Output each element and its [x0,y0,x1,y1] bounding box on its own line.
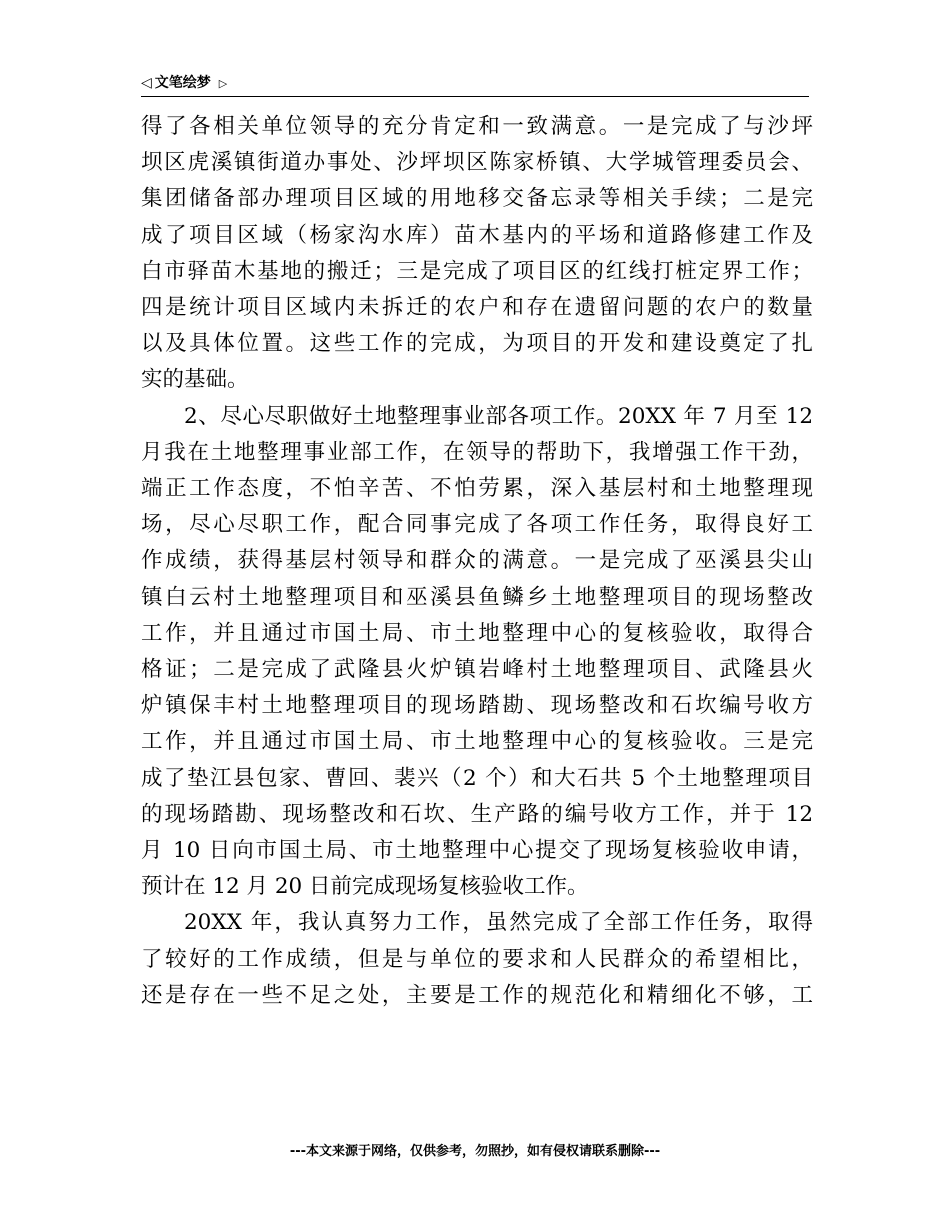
text-line: 工作，并且通过市国土局、市土地整理中心的复核验收，取得合 [141,620,813,646]
text-line: 成了垫江县包家、曹回、裴兴（2 个）和大石共 5 个土地整理项目 [141,765,813,791]
paragraph-3 [141,905,813,1014]
text-line: 四是统计项目区域内未拆迁的农户和存在遗留问题的农户的数量 [141,295,813,321]
triangle-right-icon: ▷ [218,77,228,90]
text-line: 得了各相关单位领导的充分肯定和一致满意。一是完成了与沙坪 [141,114,813,139]
text-line: 了较好的工作成绩，但是与单位的要求和人民群众的希望相比， [141,946,813,972]
text-line: 2、尽心尽职做好土地整理事业部各项工作。20XX 年 7 月至 12 [184,403,813,429]
header-brand [141,74,227,93]
text-line: 端正工作态度，不怕辛苦、不怕劳累，深入基层村和土地整理现 [141,476,813,502]
text-line: 20XX 年，我认真努力工作，虽然完成了全部工作任务，取得 [184,910,813,936]
brand-name: 文笔绘梦 [154,75,211,91]
page-header [141,68,809,97]
text-line: 集团储备部办理项目区域的用地移交备忘录等相关手续；二是完 [141,186,813,212]
triangle-left-icon: ◁ [141,75,152,91]
paragraph-2 [141,399,813,906]
text-line: 白市驿苗木基地的搬迁；三是完成了项目区的红线打桩定界工作； [141,258,813,284]
document-body [141,109,813,1014]
text-line: 实的基础。 [141,367,249,393]
text-line: 预计在 12 月 20 日前完成现场复核验收工作。 [141,874,589,900]
text-line: 成了项目区域（杨家沟水库）苗木基内的平场和道路修建工作及 [141,222,813,248]
text-line: 镇白云村土地整理项目和巫溪县鱼鳞乡土地整理项目的现场整改 [141,584,813,610]
text-line: 场，尽心尽职工作，配合同事完成了各项工作任务，取得良好工 [141,512,813,538]
text-line: 还是存在一些不足之处，主要是工作的规范化和精细化不够，工 [141,982,813,1008]
text-line: 的现场踏勘、现场整改和石坎、生产路的编号收方工作，并于 12 [141,801,813,827]
text-line: 作成绩，获得基层村领导和群众的满意。一是完成了巫溪县尖山 [141,548,813,574]
page-footer: ---本文来源于网络，仅供参考，勿照抄，如有侵权请联系删除--- [289,1144,661,1159]
text-line: 月 10 日向市国土局、市土地整理中心提交了现场复核验收申请， [141,838,813,864]
text-line: 炉镇保丰村土地整理项目的现场踏勘、现场整改和石坎编号收方 [141,693,813,719]
paragraph-1 [141,109,813,399]
text-line: 格证；二是完成了武隆县火炉镇岩峰村土地整理项目、武隆县火 [141,657,813,683]
text-line: 工作，并且通过市国土局、市土地整理中心的复核验收。三是完 [141,729,813,755]
text-line: 坝区虎溪镇街道办事处、沙坪坝区陈家桥镇、大学城管理委员会、 [141,150,813,176]
text-line: 月我在土地整理事业部工作，在领导的帮助下，我增强工作干劲， [141,439,813,465]
text-line: 以及具体位置。这些工作的完成，为项目的开发和建设奠定了扎 [141,331,813,357]
